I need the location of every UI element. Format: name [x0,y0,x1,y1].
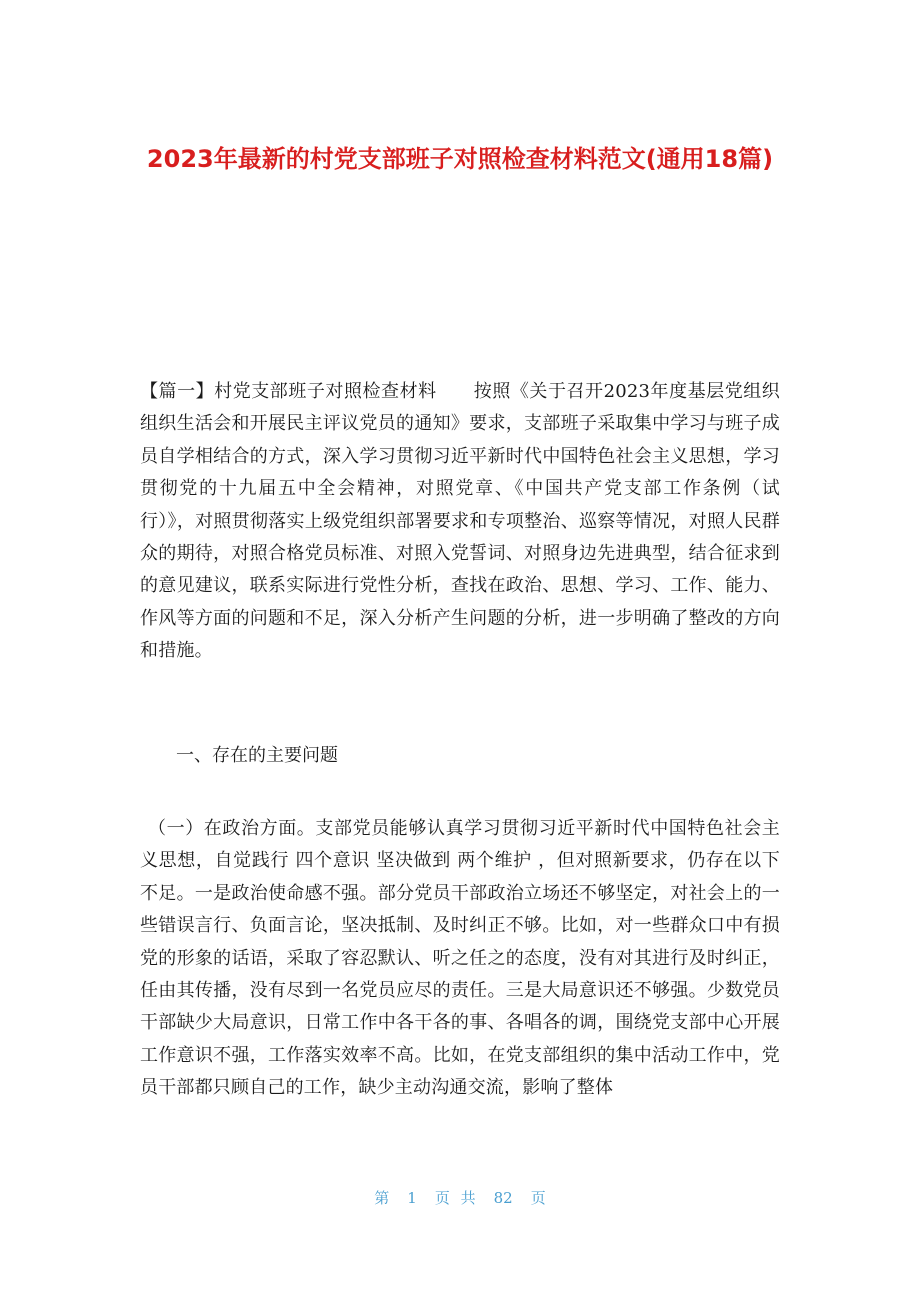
footer-current-page: 1 [407,1189,417,1207]
footer-suffix: 页 [530,1189,546,1207]
paragraph-politics: （一）在政治方面。支部党员能够认真学习贯彻习近平新时代中国特色社会主义思想，自觉践行 四个意识 坚决做到 两个维护 ，但对照新要求，仍存在以下不足。一是政治使命感不强。部分党员干部政治立场还不够坚定，对社会上的一些错误言行、负面言论，坚决抵制、及时纠正不够。比如，对一些群众口中有损党的形象的话语，采取了容忍默认、听之任之的态度，没有对其进行及时纠正，任由其传播，没有尽到一名党员应尽的责任。三是大局意识还不够强。少数党员干部缺少大局意识，日常工作中各干各的事、各唱各的调，围绕党支部中心开展工作意识不强，工作落实效率不高。比如，在党支部组织的集中活动工作中，党员干部都只顾自己的工作，缺少主动沟通交流，影响了整体 [140,818,780,1099]
paragraph-intro: 【篇一】村党支部班子对照检查材料 按照《关于召开2023年度基层党组织组织生活会和开展民主评议党员的通知》要求，支部班子采取集中学习与班子成员自学相结合的方式，深入学习贯彻习近平新时代中国特色社会主义思想，学习贯彻党的十九届五中全会精神，对照党章、《中国共产党支部工作条例（试行）》，对照贯彻落实上级党组织部署要求和专项整治、巡察等情况，对照人民群众的期待，对照合格党员标准、对照入党誓词、对照身边先进典型，结合征求到的意见建议，联系实际进行党性分析，查找在政治、思想、学习、工作、能力、作风等方面的问题和不足，深入分析产生问题的分析，进一步明确了整改的方向和措施。 [140,381,780,662]
page-number-footer [0,1186,920,1210]
footer-prefix: 第 [374,1189,390,1207]
footer-total-pages: 82 [493,1189,513,1207]
footer-middle: 页 共 [434,1189,476,1207]
section-heading: 一、存在的主要问题 [176,745,338,766]
document-title: 2023年最新的村党支部班子对照检查材料范文(通用18篇) [146,145,774,173]
